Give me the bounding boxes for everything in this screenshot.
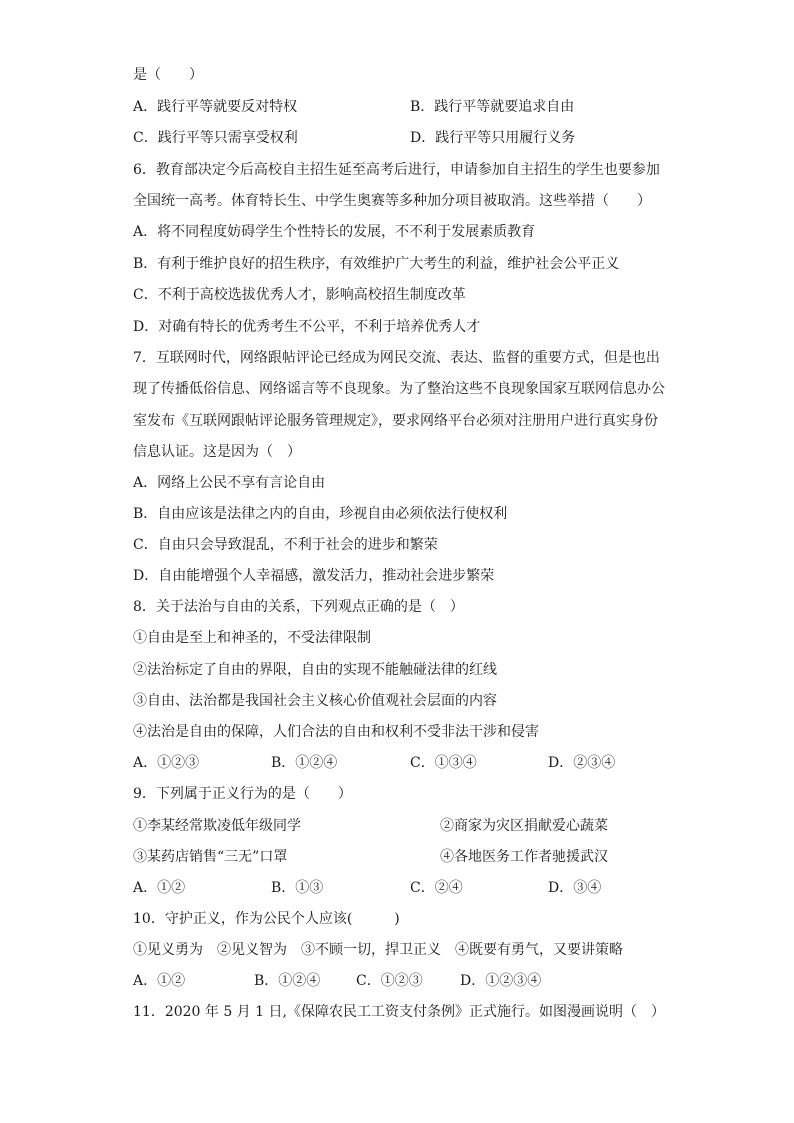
q7-option-b: B．自由应该是法律之内的自由，珍视自由必须依法行使权利: [133, 506, 508, 522]
q9-item-3: ③某药店销售“三无”口罩: [133, 849, 288, 865]
q9-option-b: B．①③: [271, 880, 324, 896]
q6-option-c: C．不利于高校选拔优秀人才，影响高校招生制度改革: [133, 287, 466, 303]
q6-option-b: B．有利于维护良好的招生秩序，有效维护广大考生的利益，维护社会公平正义: [133, 256, 620, 272]
q7-option-a: A．网络上公民不享有言论自由: [133, 475, 326, 491]
q5-option-c: C．践行平等只需享受权利: [133, 130, 298, 146]
q8-item-1: ①自由是至上和神圣的，不受法律限制: [133, 630, 371, 646]
q8-option-a: A．①②③: [133, 755, 200, 771]
q7-stem-line-2: 现了传播低俗信息、网络谣言等不良现象。为了整治这些不良现象国家互联网信息办公: [133, 381, 665, 397]
q9-item-1: ①李某经常欺凌低年级同学: [133, 818, 301, 834]
q9-item-2: ②商家为灾区捐献爱心蔬菜: [440, 818, 608, 834]
q10-option-c: C．①②③: [356, 973, 423, 989]
q6-option-d: D．对确有特长的优秀考生不公平，不利于培养优秀人才: [133, 319, 481, 335]
q5-option-d: D．践行平等只用履行义务: [410, 130, 576, 146]
q9-option-d: D．③④: [548, 880, 602, 896]
q5-stem-tail: 是（ ）: [133, 67, 203, 83]
q8-option-b: B．①②④: [271, 755, 338, 771]
q8-item-3: ③自由、法治都是我国社会主义核心价值观社会层面的内容: [133, 693, 497, 709]
q9-item-4: ④各地医务工作者驰援武汉: [440, 849, 608, 865]
q10-option-d: D．①②③④: [460, 973, 542, 989]
q10-option-a: A．①②: [133, 973, 186, 989]
q10-stem: 10．守护正义，作为公民个人应该( ): [133, 911, 400, 927]
q7-stem-line-4: 信息认证。这是因为（ ）: [133, 444, 301, 460]
q7-option-d: D．自由能增强个人幸福感，激发活力，推动社会进步繁荣: [133, 568, 495, 584]
q9-stem: 9．下列属于正义行为的是（ ）: [133, 786, 352, 802]
q8-option-d: D．②③④: [548, 755, 616, 771]
q7-option-c: C．自由只会导致混乱，不利于社会的进步和繁荣: [133, 537, 438, 553]
q8-stem: 8．关于法治与自由的关系，下列观点正确的是（ ）: [133, 599, 464, 615]
q11-stem: 11．2020 年 5 月 1 日,《保障农民工工资支付条例》正式施行。如图漫画说明（ ）: [133, 1004, 665, 1020]
q6-stem-line-1: 6．教育部决定今后高校自主招生延至高考后进行，申请参加自主招生的学生也要参加: [133, 162, 660, 178]
q9-option-a: A．①②: [133, 880, 186, 896]
q8-item-2: ②法治标定了自由的界限，自由的实现不能触碰法律的红线: [133, 662, 497, 678]
q6-option-a: A．将不同程度妨碍学生个性特长的发展，不不利于发展素质教育: [133, 224, 536, 240]
q10-option-b: B．①②④: [254, 973, 321, 989]
q5-option-b: B．践行平等就要追求自由: [410, 99, 575, 115]
q10-items: ①见义勇为 ②见义智为 ③不顾一切，捍卫正义 ④既要有勇气，又要讲策略: [133, 942, 623, 958]
q8-item-4: ④法治是自由的保障，人们合法的自由和权利不受非法干涉和侵害: [133, 724, 539, 740]
q6-stem-line-2: 全国统一高考。体育特长生、中学生奥赛等多种加分项目被取消。这些举措（ ）: [133, 193, 651, 209]
q8-option-c: C．①③④: [410, 755, 477, 771]
q7-stem-line-3: 室发布《互联网跟帖评论服务管理规定》，要求网络平台必须对注册用户进行真实身份: [133, 413, 658, 429]
q7-stem-line-1: 7．互联网时代，网络跟帖评论已经成为网民交流、表达、监督的重要方式，但是也出: [133, 350, 660, 366]
q9-option-c: C．②④: [410, 880, 463, 896]
q5-option-a: A．践行平等就要反对特权: [133, 99, 298, 115]
